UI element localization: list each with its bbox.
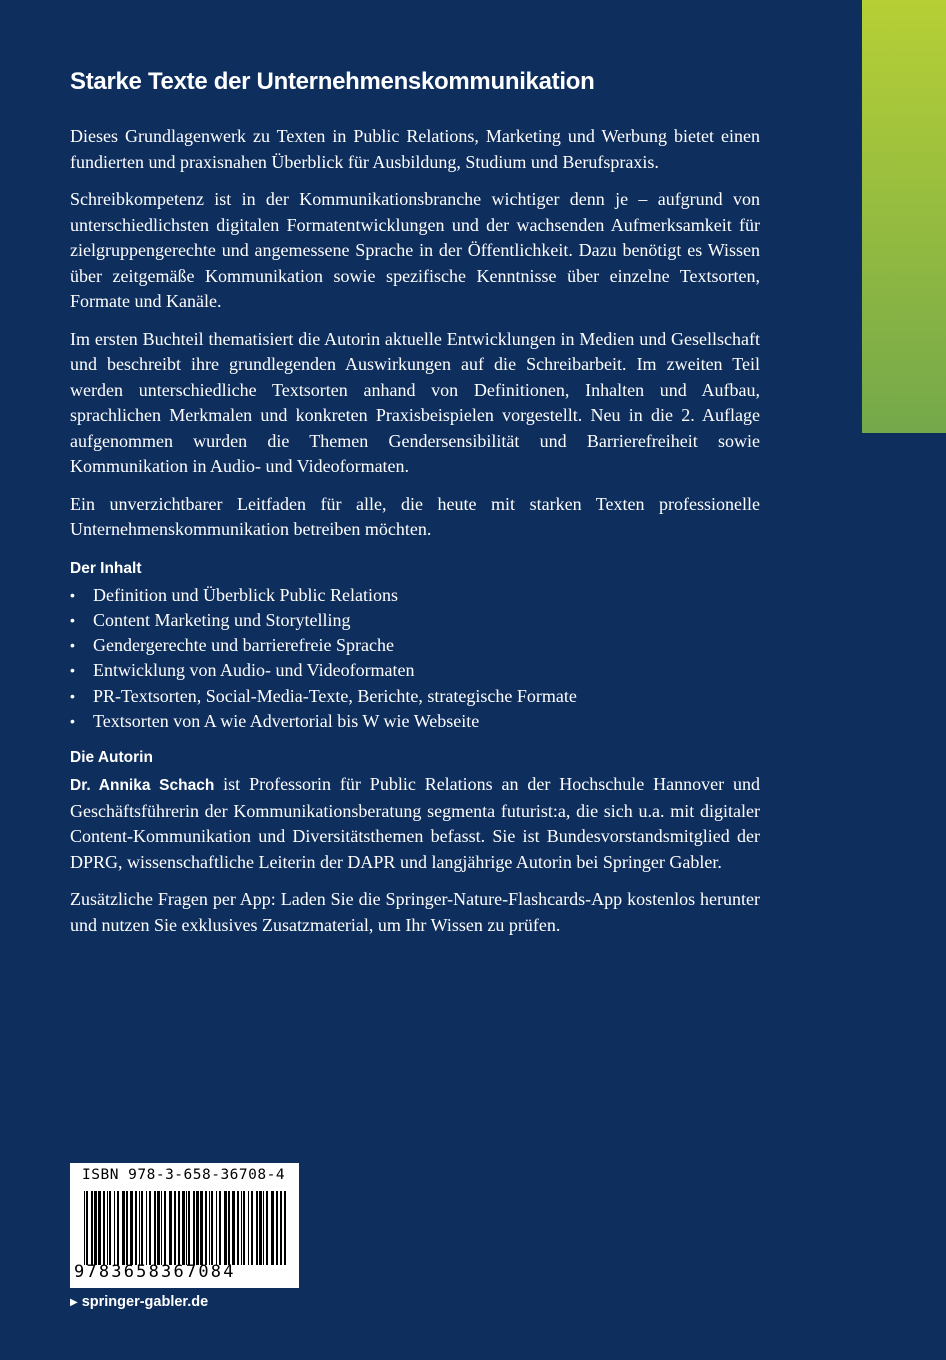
- barcode-bar: [149, 1191, 151, 1265]
- barcode-bar: [219, 1191, 221, 1265]
- barcode-digits: 9783658367084: [74, 1262, 236, 1282]
- barcode-bar: [174, 1191, 176, 1265]
- bullet-icon: •: [70, 611, 75, 628]
- barcode-bar: [280, 1191, 282, 1265]
- guide-paragraph: Ein unverzichtbarer Leitfaden für alle, die heute mit starken Texten professionelle Unternehmenskommunikation betreiben möchten.: [70, 493, 760, 539]
- bullet-icon: •: [70, 712, 75, 729]
- barcode-bar: [94, 1191, 97, 1265]
- author-name: Dr. Annika Schach: [70, 777, 215, 795]
- barcode-bar: [211, 1191, 213, 1265]
- barcode-bar: [164, 1191, 166, 1265]
- barcode-bar: [117, 1191, 119, 1265]
- barcode-bar: [193, 1191, 195, 1265]
- barcode-bar: [107, 1191, 108, 1265]
- barcode-bar: [228, 1191, 230, 1265]
- barcode-bar: [91, 1191, 93, 1265]
- barcode-bar: [224, 1191, 227, 1265]
- contents-heading: Der Inhalt: [70, 559, 142, 577]
- author-bio: ist Professorin für Public Relations an der Hochschule Hannover und Geschäftsführerin der Kommunikationsberatung segmenta futurist:a, die sich u.a. mit digitaler Content-Kommunikation und Diversitätsthemen befasst. Sie ist Bundesvorstandsmitglied der DPRG, wissenschaftliche Leiterin der DAPR und langjährige Autorin bei Springer Gabler.: [70, 774, 760, 872]
- list-item: • Content Marketing und Storytelling: [70, 608, 760, 633]
- arrow-right-icon: ▶: [70, 1296, 78, 1308]
- barcode-bar: [139, 1191, 140, 1265]
- barcode-bars: [84, 1191, 286, 1265]
- barcode-bar: [130, 1191, 133, 1265]
- barcode-bar: [266, 1191, 268, 1265]
- barcode-bar: [182, 1191, 185, 1265]
- website-link[interactable]: [70, 1294, 208, 1310]
- barcode-bar: [216, 1191, 217, 1265]
- bullet-icon: •: [70, 662, 75, 679]
- author-paragraph: [70, 772, 760, 875]
- page-title: Starke Texte der Unternehmenskommunikation: [70, 68, 595, 95]
- book-parts-paragraph: Im ersten Buchteil thematisiert die Autorin aktuelle Entwicklungen in Medien und Gesellschaft und beschreibt ihre grundlegenden Auswirkungen auf die Schreibarbeit. Im zweiten Teil werden unterschiedliche Textsorten anhand von Definitionen, Inhalten und Aufbau, sprachlichen Merkmalen und konkreten Praxisbeispielen vorgestellt. Neu in die 2. Auflage aufgenommen wurden die Themen Gendersensibilität und Barrierefreiheit sowie Kommunikation in Audio- und Videoformaten.: [70, 328, 760, 476]
- barcode-bar: [186, 1191, 187, 1265]
- list-item: • PR-Textsorten, Social-Media-Texte, Berichte, strategische Formate: [70, 684, 760, 709]
- app-note-paragraph: Zusätzliche Fragen per App: Laden Sie die Springer-Nature-Flashcards-App kostenlos herunter und nutzen Sie exklusives Zusatzmaterial, um Ihr Wissen zu prüfen.: [70, 889, 760, 935]
- barcode-bar: [98, 1191, 101, 1265]
- contents-list: [70, 583, 760, 735]
- barcode-bar: [200, 1191, 203, 1265]
- barcode-bar: [126, 1191, 128, 1265]
- barcode-bar: [141, 1191, 143, 1265]
- barcode-bar: [237, 1191, 239, 1265]
- barcode-bar: [135, 1191, 137, 1265]
- competence-paragraph: Schreibkompetenz ist in der Kommunikationsbranche wichtiger denn je – aufgrund von unterschiedlichsten digitalen Formatentwicklungen und der wachsenden Aufmerksamkeit für zielgruppengerechte und angemessene Sprache in der Öffentlichkeit. Dazu benötigt es Wissen über zeitgemäße Kommunikation sowie spezifische Kenntnisse über einzelne Textsorten, Formate und Kanäle.: [70, 189, 760, 311]
- barcode-bar: [243, 1191, 245, 1265]
- barcode-bar: [256, 1191, 258, 1265]
- bullet-icon: •: [70, 637, 75, 654]
- list-item: • Definition und Überblick Public Relations: [70, 583, 760, 608]
- barcode-bar: [241, 1191, 242, 1265]
- barcode-bar: [161, 1191, 162, 1265]
- barcode-bar: [122, 1191, 125, 1265]
- barcode-bar: [157, 1191, 160, 1265]
- list-item: • Entwicklung von Audio- und Videoformaten: [70, 658, 760, 683]
- barcode-bar: [248, 1191, 249, 1265]
- barcode-bar: [178, 1191, 180, 1265]
- list-item: • Textsorten von A wie Advertorial bis W wie Webseite: [70, 709, 760, 734]
- barcode-bar: [86, 1191, 88, 1265]
- barcode-bar: [84, 1191, 85, 1265]
- back-cover-text: [70, 64, 760, 950]
- barcode-bar: [276, 1191, 278, 1265]
- barcode-bar: [154, 1191, 156, 1265]
- intro-paragraph: Dieses Grundlagenwerk zu Texten in Public Relations, Marketing und Werbung bietet einen fundierten und praxisnahen Überblick für Ausbildung, Studium und Berufspraxis.: [70, 126, 760, 172]
- barcode-bar: [196, 1191, 199, 1265]
- barcode-bar: [114, 1191, 115, 1265]
- barcode-bar: [146, 1191, 147, 1265]
- barcode-bar: [263, 1191, 264, 1265]
- isbn-label: ISBN 978-3-658-36708-4: [82, 1167, 286, 1183]
- green-accent-bar: [862, 0, 946, 433]
- barcode-bar: [209, 1191, 210, 1265]
- barcode-bar: [259, 1191, 262, 1265]
- barcode-bar: [169, 1191, 172, 1265]
- barcode-bar: [232, 1191, 235, 1265]
- list-item: • Gendergerechte und barrierefreie Sprache: [70, 633, 760, 658]
- barcode-bar: [188, 1191, 190, 1265]
- author-heading: Die Autorin: [70, 749, 153, 767]
- barcode-bar: [271, 1191, 274, 1265]
- website-label: springer-gabler.de: [81, 1294, 209, 1310]
- barcode-bar: [109, 1191, 111, 1265]
- barcode-bar: [103, 1191, 105, 1265]
- barcode-bar: [284, 1191, 286, 1265]
- bullet-icon: •: [70, 687, 75, 704]
- bullet-icon: •: [70, 586, 75, 603]
- isbn-barcode: [70, 1163, 299, 1288]
- barcode-bar: [205, 1191, 207, 1265]
- barcode-bar: [251, 1191, 253, 1265]
